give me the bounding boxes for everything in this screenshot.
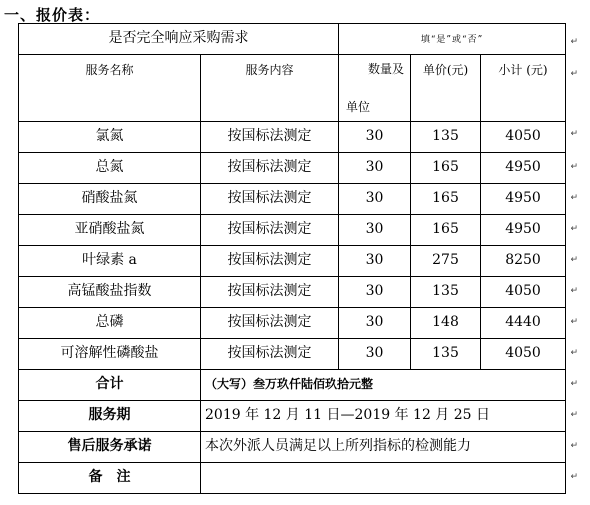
paragraph-mark: ↵ [570, 255, 578, 265]
table-row [19, 215, 566, 246]
service-name: 总氮 [19, 153, 201, 184]
unit-price: 135 [411, 277, 481, 308]
respond-note: 填“是”或“否” [420, 35, 484, 46]
quantity: 30 [339, 184, 411, 215]
paragraph-mark: ↵ [570, 162, 578, 172]
aftersales-value: 本次外派人员满足以上所列指标的检测能力 [201, 432, 566, 463]
paragraph-mark: ↵ [570, 286, 578, 296]
remarks-row [19, 463, 566, 494]
remarks-value[interactable] [201, 463, 566, 494]
subtotal: 4950 [481, 215, 566, 246]
unit-price: 165 [411, 184, 481, 215]
quantity: 30 [339, 308, 411, 339]
service-name: 叶绿素 a [19, 246, 201, 277]
subtotal: 4050 [481, 339, 566, 370]
aftersales-row [19, 432, 566, 463]
paragraph-mark: ↵ [570, 379, 578, 389]
paragraph-mark: ↵ [570, 472, 578, 482]
subtotal: 8250 [481, 246, 566, 277]
column-header-row [19, 55, 566, 122]
respond-cell[interactable] [339, 24, 566, 55]
respond-row [19, 24, 566, 55]
paragraph-mark: ↵ [570, 37, 578, 47]
service-content: 按国标法测定 [201, 122, 339, 153]
table-row [19, 277, 566, 308]
quantity: 30 [339, 339, 411, 370]
service-content: 按国标法测定 [201, 153, 339, 184]
table-row [19, 153, 566, 184]
table-row [19, 122, 566, 153]
header-subtotal: 小计 (元) [481, 55, 566, 122]
quantity: 30 [339, 153, 411, 184]
service-content: 按国标法测定 [201, 277, 339, 308]
unit-price: 275 [411, 246, 481, 277]
unit-price: 135 [411, 122, 481, 153]
total-row [19, 370, 566, 401]
respond-label: 是否完全响应采购需求 [19, 24, 339, 55]
subtotal: 4950 [481, 153, 566, 184]
quantity: 30 [339, 277, 411, 308]
unit-price: 148 [411, 308, 481, 339]
service-content: 按国标法测定 [201, 246, 339, 277]
service-name: 硝酸盐氮 [19, 184, 201, 215]
quantity: 30 [339, 246, 411, 277]
subtotal: 4950 [481, 184, 566, 215]
total-amount-words: （大写）叁万玖仟陆佰玖拾元整 [201, 370, 566, 401]
subtotal: 4440 [481, 308, 566, 339]
table-row [19, 308, 566, 339]
unit-price: 165 [411, 215, 481, 246]
paragraph-mark: ↵ [570, 69, 578, 79]
header-service-name: 服务名称 [19, 55, 201, 122]
paragraph-mark: ↵ [570, 348, 578, 358]
service-period-row [19, 401, 566, 432]
unit-price: 135 [411, 339, 481, 370]
total-label: 合计 [19, 370, 201, 401]
service-name: 亚硝酸盐氮 [19, 215, 201, 246]
paragraph-mark: ↵ [570, 441, 578, 451]
header-quantity-line1: 数量及 [367, 61, 404, 76]
table-row [19, 184, 566, 215]
paragraph-mark: ↵ [570, 193, 578, 203]
service-period-value: 2019 年 12 月 11 日—2019 年 12 月 25 日 [201, 401, 566, 432]
service-name: 高锰酸盐指数 [19, 277, 201, 308]
service-period-label: 服务期 [19, 401, 201, 432]
quantity: 30 [339, 215, 411, 246]
table-row [19, 339, 566, 370]
service-name: 可溶解性磷酸盐 [19, 339, 201, 370]
service-name: 总磷 [19, 308, 201, 339]
header-unit-price: 单价(元) [411, 55, 481, 122]
header-quantity-line2: 单位 [346, 99, 371, 114]
quantity: 30 [339, 122, 411, 153]
service-content: 按国标法测定 [201, 308, 339, 339]
unit-price: 165 [411, 153, 481, 184]
paragraph-mark: ↵ [570, 224, 578, 234]
quotation-table [18, 23, 566, 494]
subtotal: 4050 [481, 122, 566, 153]
table-row [19, 246, 566, 277]
header-service-content: 服务内容 [201, 55, 339, 122]
paragraph-mark: ↵ [570, 317, 578, 327]
aftersales-label: 售后服务承诺 [19, 432, 201, 463]
paragraph-mark: ↵ [570, 129, 578, 139]
header-quantity [339, 55, 411, 122]
service-content: 按国标法测定 [201, 215, 339, 246]
service-content: 按国标法测定 [201, 184, 339, 215]
service-name: 氯氮 [19, 122, 201, 153]
remarks-label: 备注 [19, 463, 201, 494]
paragraph-mark: ↵ [570, 410, 578, 420]
service-content: 按国标法测定 [201, 339, 339, 370]
subtotal: 4050 [481, 277, 566, 308]
section-heading: 一、报价表： [4, 6, 101, 24]
